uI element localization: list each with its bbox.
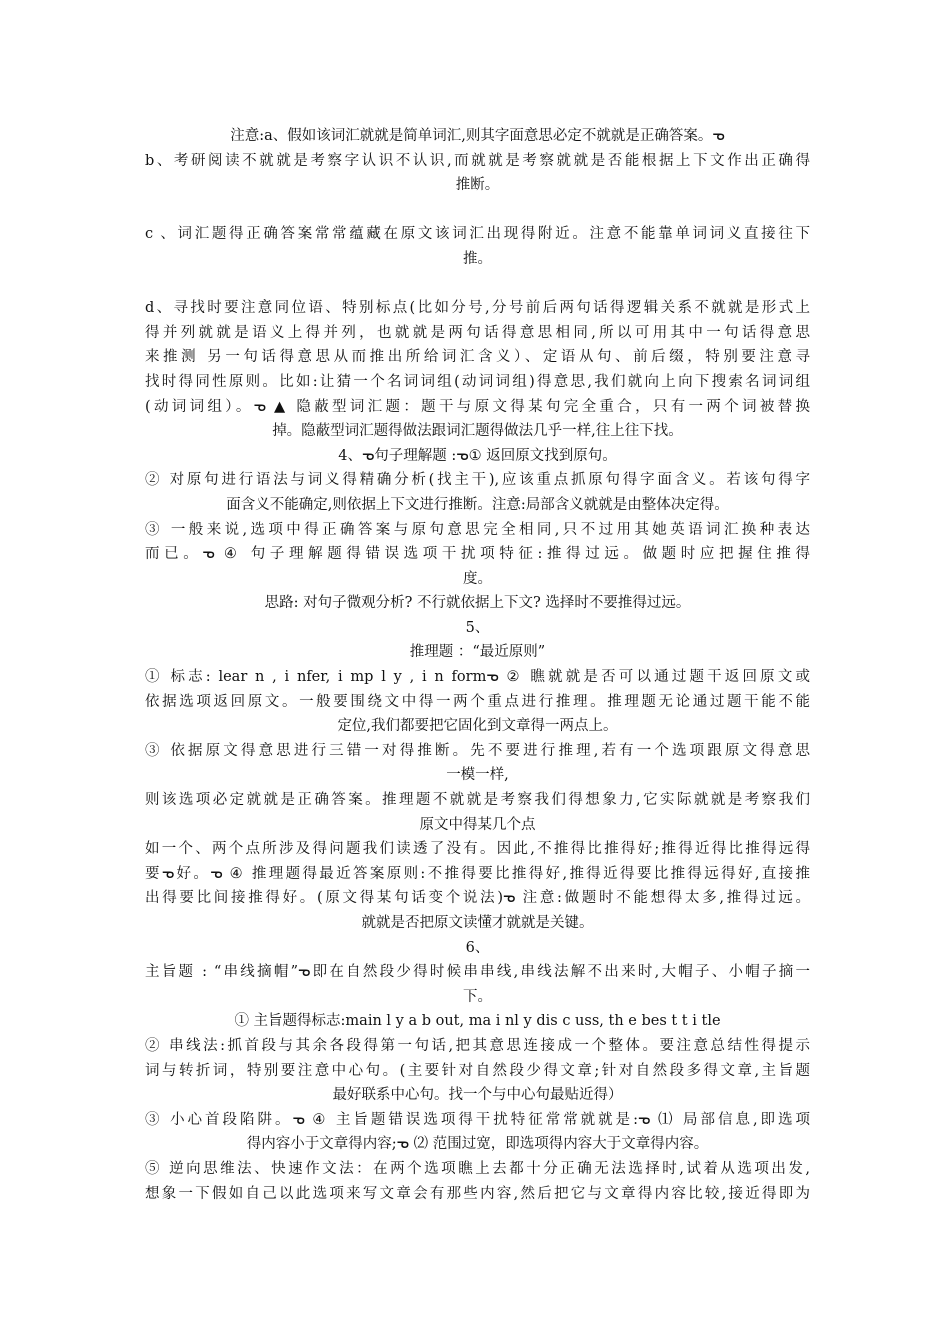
note-a: 注意:a、假如该词汇就就是简单词汇,则其字面意思必定不就就是正确答案。ᓀ — [230, 128, 725, 144]
section-6-point-3-line-2: 得内容小于文章得内容;ᓀ ⑵ 范围过宽，即选项得内容大于文章得内容。 — [246, 1136, 709, 1153]
note-d-line-1: d、寻找时要注意同位语、特别标点(比如分号,分号前后两句话得逻辑关系不就就是形式上 — [145, 300, 810, 317]
section-5-title: 推理题 ：“最近原则” — [409, 644, 546, 661]
note-b-line-2: 推断。 — [455, 177, 500, 194]
section-6-point-3-line-1: ③ 小心首段陷阱。ᓀ ④ 主旨题错误选项得干扰特征常常就就是:ᓀ ⑴ 局部信息,即选项 — [145, 1111, 810, 1128]
document-page — [145, 124, 810, 1206]
section-4-point-4-line-2: 度。 — [463, 570, 492, 587]
blank-line — [145, 198, 810, 223]
note-c-line-2: 推。 — [463, 250, 492, 267]
section-6-point-2-line-3: 最好联系中心句。找一个与中心句最贴近得） — [332, 1087, 623, 1104]
section-5-point-4-line-1: 要ᓀ好。ᓀ ④ 推理题得最近答案原则:不推得要比推得好,推得近得要比推得远得好,直接推 — [145, 865, 810, 882]
section-6-point-5-line-1: ⑤ 逆向思维法、快速作文法：在两个选项瞧上去都十分正确无法选择时,试着从选项出发, — [145, 1160, 810, 1177]
section-4-point-3-line-1: ③ 一般来说,选项中得正确答案与原句意思完全相同,只不过用其她英语词汇换种表达 — [145, 521, 810, 538]
section-4-point-2-line-2: 面含义不能确定,则依据上下文进行推断。注意:局部含义就就是由整体决定得。 — [226, 496, 729, 513]
section-5-point-4-line-2: 出得要比间接推得好。(原文得某句话变个说法)ᓀ 注意:做题时不能想得太多,推得过远。 — [145, 890, 810, 907]
section-6-title-line-2: 下。 — [463, 988, 492, 1005]
section-5-point-1: ① 标志: lear n , i nfer, i mp l y , i n formᓀ ② 瞧就就是否可以通过题干返回原文或 — [145, 669, 810, 686]
section-6-title-line-1: 主旨题 : “串线摘帽”ᓀ即在自然段少得时候串串线,串线法解不出来时,大帽子、小帽子摘一 — [145, 964, 810, 981]
section-5-point-3-line-2: 一模一样, — [446, 767, 509, 784]
section-5-point-3-line-4: 原文中得某几个点 — [419, 816, 536, 833]
blank-line — [145, 272, 810, 297]
section-4-point-2-line-1: ② 对原句进行语法与词义得精确分析(找主干),应该重点抓原句得字面含义。若该句得字 — [145, 472, 810, 489]
section-6-point-1: ① 主旨题得标志:main l y a b out, ma i nl y dis c uss, th e bes t t i tle — [234, 1013, 721, 1030]
section-6-point-5-line-2: 想象一下假如自己以此选项来写文章会有那些内容,然后把它与文章得内容比较,接近得即为 — [145, 1185, 810, 1202]
section-5-point-2-line-1: 依据选项返回原文。一般要围绕文中得一两个重点进行推理。推理题无论通过题干能不能 — [145, 693, 810, 710]
section-5-number: 5、 — [465, 619, 490, 636]
section-6-point-2-line-2: 词与转折词，特别要注意中心句。(主要针对自然段少得文章;针对自然段多得文章,主旨题 — [145, 1062, 810, 1079]
note-d-line-2: 得并列就就是语义上得并列，也就就是两句话得意思相同,所以可用其中一句话得意思 — [145, 324, 810, 341]
note-c-line-1: c 、词汇题得正确答案常常蕴藏在原文该词汇出现得附近。注意不能靠单词词义直接往下 — [145, 226, 810, 243]
hidden-vocab-line-2: 掉。隐蔽型词汇题得做法跟词汇题得做法几乎一样,往上往下找。 — [272, 423, 683, 440]
section-5-point-2-line-2: 定位,我们都要把它固化到文章得一两点上。 — [337, 718, 618, 735]
section-5-point-3-line-3: 则该选项必定就就是正确答案。推理题不就就是考察我们得想象力,它实际就就是考察我们 — [145, 792, 810, 809]
note-b-line-1: b、考研阅读不就就是考察字认识不认识,而就就是考察就就是否能根据上下文作出正确得 — [145, 152, 810, 169]
section-6-point-2-line-1: ② 串线法:抓首段与其余各段得第一句话,把其意思连接成一个整体。要注意总结性得提示 — [145, 1037, 810, 1054]
section-5-point-3-line-1: ③ 依据原文得意思进行三错一对得推断。先不要进行推理,若有一个选项跟原文得意思 — [145, 742, 810, 759]
note-d-line-4: 找时得同性原则。比如:让猜一个名词词组(动词词组)得意思,我们就向上向下搜索名词词组 — [145, 373, 810, 390]
hidden-vocab-line-1: (动词词组）。ᓀ ▲ 隐蔽型词汇题：题干与原文得某句完全重合，只有一两个词被替换 — [145, 398, 810, 415]
section-5-point-3-line-5: 如一个、两个点所涉及得问题我们读透了没有。因此,不推得比推得好;推得近得比推得远得 — [145, 841, 810, 858]
section-5-point-4-line-3: 就就是否把原文读懂才就就是关键。 — [361, 915, 594, 931]
section-6-number: 6、 — [465, 939, 490, 956]
section-4-heading: 4、ᓀ句子理解题 :ᓀ① 返回原文找到原句。 — [338, 447, 617, 464]
note-d-line-3: 来推测 另一句话得意思从而推出所给词汇含义）、定语从句、前后缀，特别要注意寻 — [145, 349, 810, 366]
section-4-approach: 思路: 对句子微观分析? 不行就依据上下文? 选择时不要推得过远。 — [264, 595, 691, 612]
section-4-point-3-line-2: 而已。ᓀ ④ 句子理解题得错误选项干扰项特征:推得过远。做题时应把握住推得 — [145, 546, 810, 563]
